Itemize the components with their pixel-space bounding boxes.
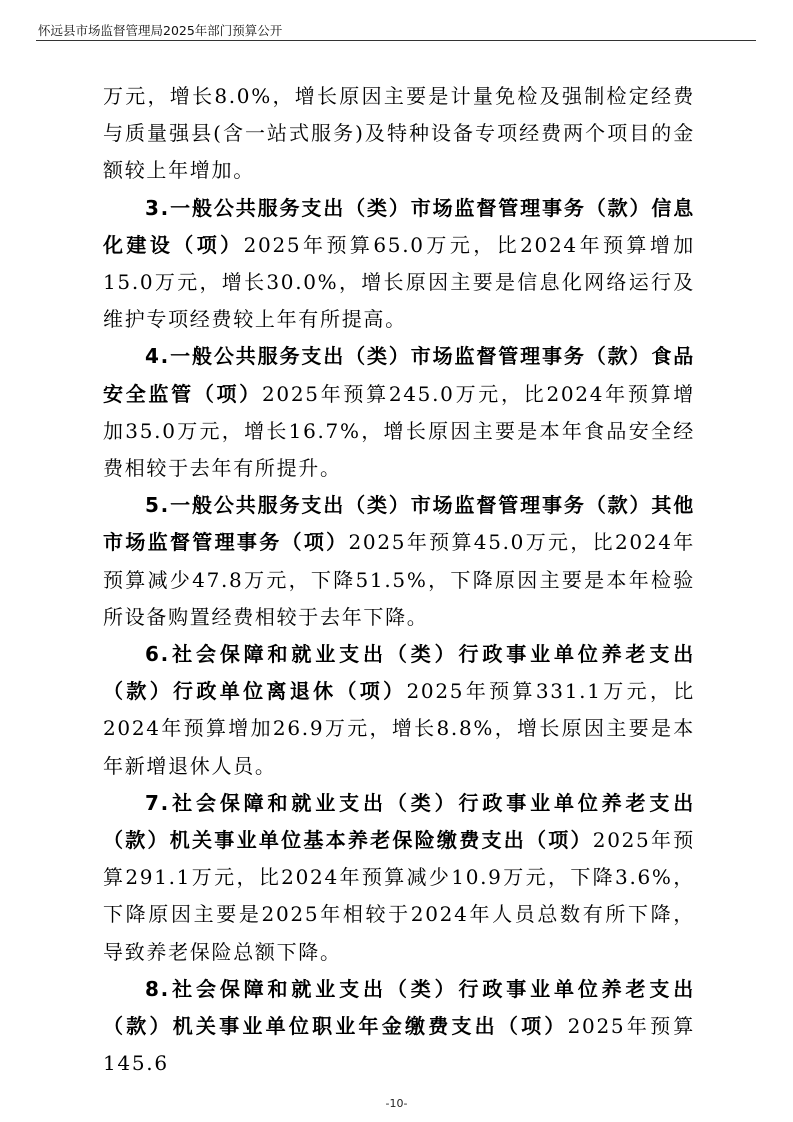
paragraph-item-4 [103, 338, 695, 487]
paragraph-body: 2025年预算331.1万元，比2024年预算增加26.9万元，增长8.8%，增长原因主要是本年新增退休人员。 [103, 679, 695, 778]
paragraph-body: 2025年预算45.0万元，比2024年预算减少47.8万元，下降51.5%，下降原因主要是本年检验所设备购置经费相较于去年下降。 [103, 530, 696, 629]
paragraph-body: 2025年预算245.0万元，比2024年预算增加35.0万元，增长16.7%，增长原因主要是本年食品安全经费相较于去年有所提升。 [103, 381, 695, 481]
paragraph-item-3 [103, 190, 695, 339]
item-heading: 7.社会保障和就业支出（类）行政事业单位养老支出（款）机关事业单位基本养老保险缴费支出（项） [103, 790, 695, 853]
paragraph-body: 2025年预算145.6 [103, 1014, 695, 1076]
document-body [103, 78, 695, 1082]
paragraph-item-7 [103, 785, 695, 971]
page-number: -10- [385, 1097, 408, 1110]
item-heading: 4.一般公共服务支出（类）市场监督管理事务（款）食品安全监管（项） [103, 344, 695, 406]
header-divider [36, 40, 756, 41]
item-heading: 5.一般公共服务支出（类）市场监督管理事务（款）其他市场监督管理事务（项） [103, 493, 695, 555]
paragraph-item-5 [103, 487, 695, 636]
paragraph-continued [103, 78, 695, 190]
document-header: 怀远县市场监督管理局2025年部门预算公开 [38, 23, 283, 38]
paragraph-item-6 [103, 636, 695, 785]
paragraph-body: 2025年预算291.1万元，比2024年预算减少10.9万元，下降3.6%，下降原因主要是2025年相较于2024年人员总数有所下降，导致养老保险总额下降。 [103, 828, 695, 964]
paragraph-item-8 [103, 971, 695, 1083]
item-heading: 3.一般公共服务支出（类）市场监督管理事务（款）信息化建设（项） [103, 195, 695, 257]
item-heading: 8.社会保障和就业支出（类）行政事业单位养老支出（款）机关事业单位职业年金缴费支出（项） [103, 976, 695, 1039]
item-heading: 6.社会保障和就业支出（类）行政事业单位养老支出（款）行政单位离退休（项） [103, 642, 695, 704]
paragraph-body: 2025年预算65.0万元，比2024年预算增加15.0万元，增长30.0%，增长原因主要是信息化网络运行及维护专项经费较上年有所提高。 [103, 232, 695, 332]
paragraph-body: 万元，增长8.0%，增长原因主要是计量免检及强制检定经费与质量强县(含一站式服务)及特种设备专项经费两个项目的金额较上年增加。 [103, 84, 695, 183]
